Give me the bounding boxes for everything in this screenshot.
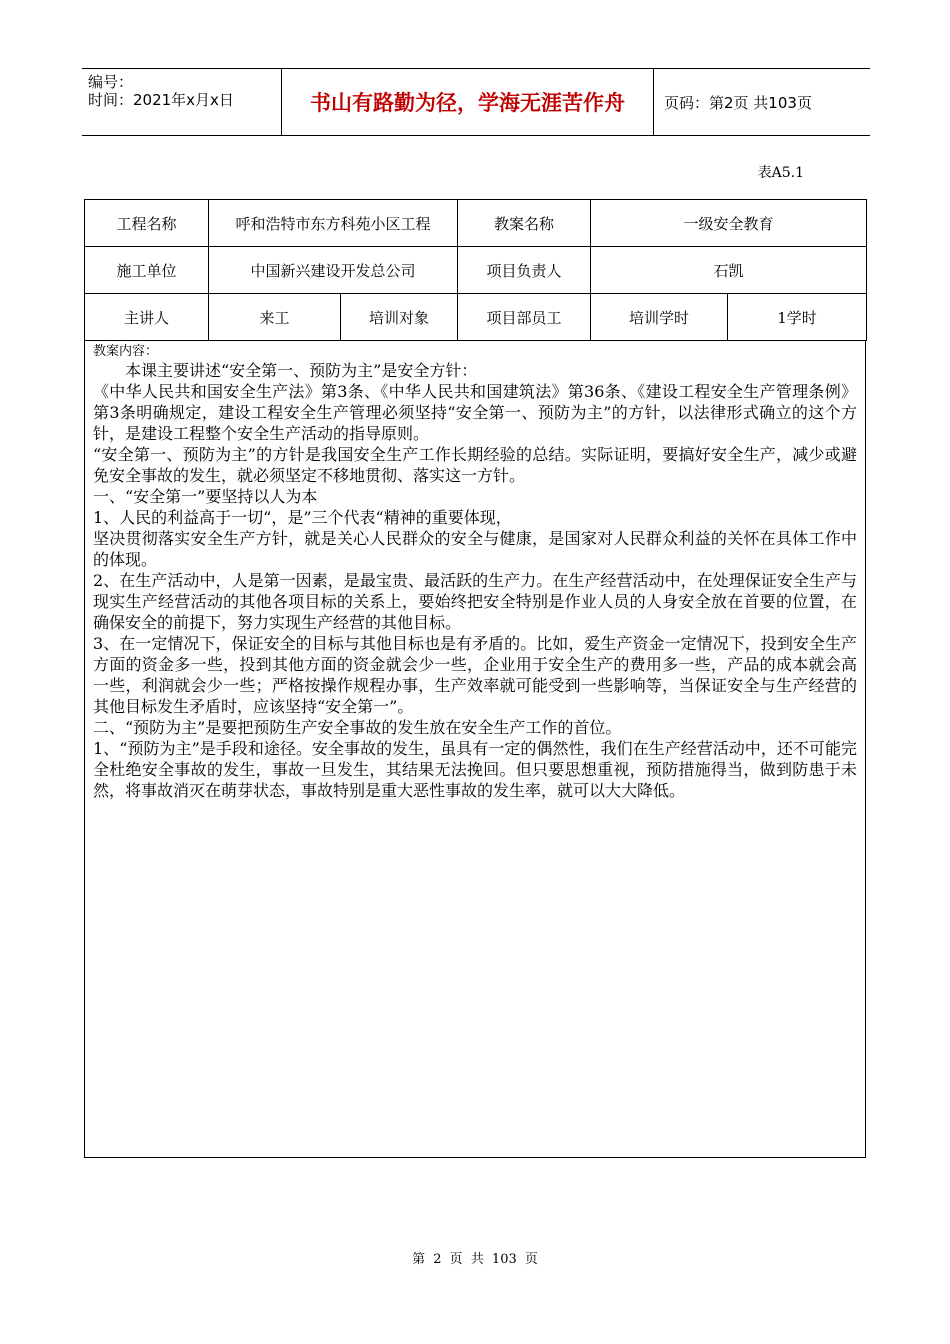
page-header <box>82 68 870 136</box>
lesson-info-table <box>84 199 867 341</box>
table-row <box>85 200 867 247</box>
content-paragraph: 3、在一定情况下，保证安全的目标与其他目标也是有矛盾的。比如，爱生产资金一定情况下，投到安全生产方面的资金多一些，投到其他方面的资金就会少一些，企业用于安全生产的费用多一些，产品的成本就会高一些，利润就会少一些；严格按操作规程办事，生产效率就可能受到一些影响等，当保证安全与生产经营的其他目标发生矛盾时，应该坚持“安全第一”。 <box>93 634 857 716</box>
table-row <box>85 294 867 341</box>
manager-value: 石凯 <box>591 247 867 294</box>
content-paragraph: 《中华人民共和国安全生产法》第3条、《中华人民共和国建筑法》第36条、《建设工程安全生产管理条例》第3条明确规定，建设工程安全生产管理必须坚持“安全第一、预防为主”的方针，以法律形式确立的这个方针，是建设工程整个安全生产活动的指导原则。 <box>93 382 857 443</box>
page-footer: 第 2 页 共 103 页 <box>412 1252 538 1267</box>
table-number: 表A5.1 <box>757 165 804 181</box>
project-name-label: 工程名称 <box>85 200 209 247</box>
audience-label: 培训对象 <box>341 294 458 341</box>
content-paragraph: 一、“安全第一”要坚持以人为本 <box>93 487 318 506</box>
project-name-value: 呼和浩特市东方科苑小区工程 <box>209 200 458 247</box>
table-row <box>85 247 867 294</box>
audience-value: 项目部员工 <box>458 294 591 341</box>
lesson-content <box>84 341 866 1158</box>
hours-value: 1学时 <box>728 294 867 341</box>
lesson-name-value: 一级安全教育 <box>591 200 867 247</box>
content-paragraph: 本课主要讲述“安全第一、预防为主”是安全方针： <box>125 361 478 380</box>
unit-value: 中国新兴建设开发总公司 <box>209 247 458 294</box>
time-label: 时间：2021年x月x日 <box>88 91 234 109</box>
content-paragraph: “安全第一、预防为主”的方针是我国安全生产工作长期经验的总结。实际证明，要搞好安全生产，减少或避免安全事故的发生，就必须坚定不移地贯彻、落实这一方针。 <box>93 445 857 485</box>
header-meta <box>82 69 282 135</box>
content-paragraph: 2、在生产活动中，人是第一因素，是最宝贵、最活跃的生产力。在生产经营活动中，在处理保证安全生产与现实生产经营活动的其他各项目标的关系上，要始终把安全特别是作业人员的人身安全放在首要的位置，在确保安全的前提下，努力实现生产经营的其他目标。 <box>93 571 857 632</box>
header-motto: 书山有路勤为径，学海无涯苦作舟 <box>282 69 654 135</box>
content-paragraph: 二、“预防为主”是要把预防生产安全事故的发生放在安全生产工作的首位。 <box>93 718 622 737</box>
unit-label: 施工单位 <box>85 247 209 294</box>
code-label: 编号： <box>88 73 134 91</box>
header-page-number: 页码：第2页 共103页 <box>664 93 812 112</box>
content-paragraph: 坚决贯彻落实安全生产方针，就是关心人民群众的安全与健康，是国家对人民群众利益的关怀在具体工作中的体现。 <box>93 529 857 569</box>
hours-label: 培训学时 <box>591 294 728 341</box>
lesson-name-label: 教案名称 <box>458 200 591 247</box>
content-paragraph: 1、“预防为主”是手段和途径。安全事故的发生，虽具有一定的偶然性，我们在生产经营活动中，还不可能完全杜绝安全事故的发生，事故一旦发生，其结果无法挽回。但只要思想重视，预防措施得当，做到防患于未然，将事故消灭在萌芽状态，事故特别是重大恶性事故的发生率，就可以大大降低。 <box>93 739 857 800</box>
speaker-label: 主讲人 <box>85 294 209 341</box>
speaker-value: 来工 <box>209 294 341 341</box>
manager-label: 项目负责人 <box>458 247 591 294</box>
content-paragraph: 1、人民的利益高于一切“，是”三个代表“精神的重要体现， <box>93 508 512 527</box>
content-label: 教案内容： <box>93 344 159 359</box>
